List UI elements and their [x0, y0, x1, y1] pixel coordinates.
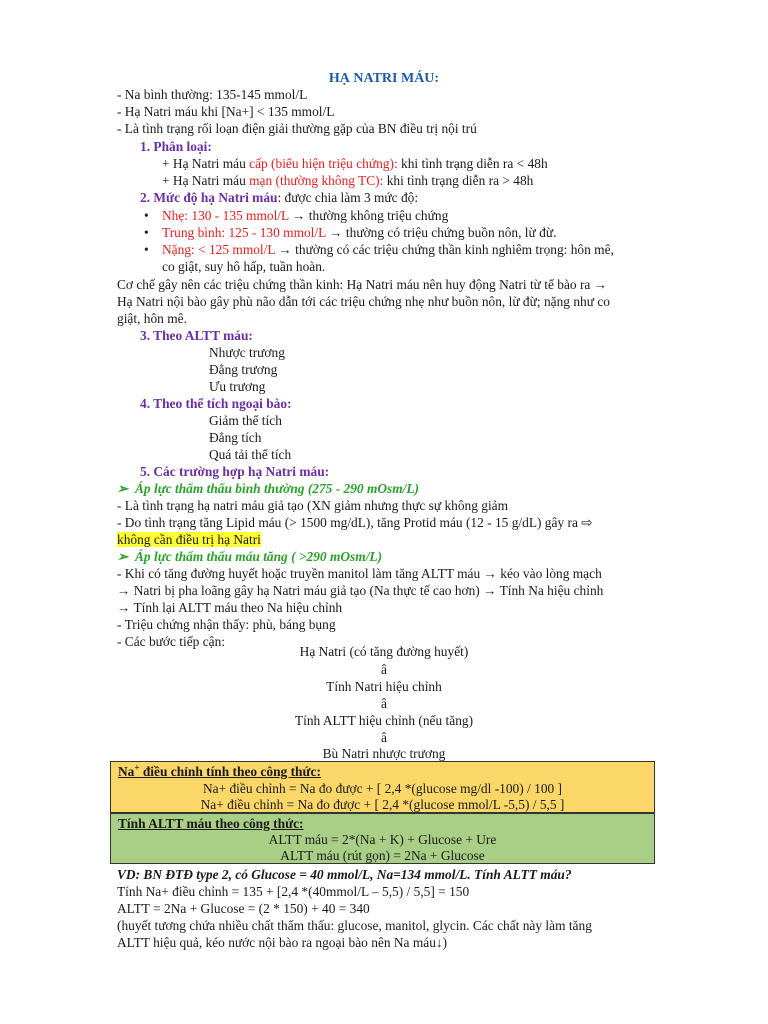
normal-line-1: - Là tình trạng hạ natri máu giả tạo (XN giảm nhưng thực sự không giảm — [117, 498, 509, 513]
flow-step-4: Bù Natri nhược trương — [322, 746, 446, 761]
flow-step-3: Tính ALTT hiệu chỉnh (nếu tăng) — [294, 713, 474, 728]
mechanism-line-3: giật, hôn mê. — [117, 311, 187, 326]
bullet-icon: • — [144, 225, 149, 240]
normal-osmolality-heading: ➢ Áp lực thẩm thấu bình thường (275 - 290 mOsm/L) — [117, 481, 420, 496]
high-osmolality-heading: ➢ Áp lực thẩm thấu máu tăng ( >290 mOsm/L) — [117, 549, 383, 564]
high-line-1: - Khi có tăng đường huyết hoặc truyền manitol làm tăng ALTT máu → kéo vào lòng mạch — [117, 566, 602, 581]
severe-item: • Nặng: < 125 mmol/L → thường có các triệu chứng thần kinh nghiêm trọng: hôn mê, — [144, 242, 614, 257]
example-calc-1: Tính Na+ điều chỉnh = 135 + [2,4 *(40mmol/L – 5,5) / 5,5] = 150 — [117, 884, 470, 899]
flow-arrow-icon: â — [381, 662, 387, 677]
section-4-heading: 4. Theo thể tích ngoại bào: — [140, 396, 292, 411]
high-line-2: → Natri bị pha loãng gây hạ Natri máu giả tạo (Na thực tế cao hơn) → Tính Na hiệu chỉnh — [117, 583, 604, 598]
example-calc-2: ALTT = 2Na + Glucose = (2 * 150) + 40 = 340 — [117, 901, 370, 916]
sec4-item-2: Đẳng tích — [209, 430, 262, 445]
flow-step-1: Hạ Natri (có tăng đường huyết) — [299, 644, 469, 659]
high-line-5: - Các bước tiếp cận: — [117, 634, 226, 649]
arrow-bullet-icon: ➢ — [117, 481, 129, 496]
section-5-heading: 5. Các trường hợp hạ Natri máu: — [140, 464, 330, 479]
flow-arrow-icon: â — [381, 696, 387, 711]
altt-formula-box — [110, 813, 655, 864]
mechanism-line-1: Cơ chế gây nên các triệu chứng thần kinh: Hạ Natri máu nên huy động Natri từ tế bào ra → — [117, 277, 608, 292]
example-note-2: ALTT hiệu quả, kéo nước nội bào ra ngoại bào nên Na máu↓) — [117, 935, 448, 950]
na-correction-formula-box — [110, 761, 655, 813]
altt-formula-full: ALTT máu = 2*(Na + K) + Glucose + Ure — [268, 832, 497, 847]
chronic-label: mạn (thường không TC): — [249, 173, 384, 188]
sec3-item-3: Ưu trương — [209, 379, 266, 394]
intro-line-2: - Hạ Natri máu khi [Na+] < 135 mmol/L — [117, 104, 335, 119]
acute-label: cấp (biểu hiện triệu chứng): — [249, 156, 398, 171]
sec4-item-3: Quá tải thể tích — [209, 447, 292, 462]
high-line-4: - Triệu chứng nhận thấy: phù, báng bụng — [117, 617, 336, 632]
chronic-line: + Hạ Natri máu mạn (thường không TC): khi tình trạng diễn ra > 48h — [162, 173, 534, 188]
example-note-1: (huyết tương chứa nhiều chất thẩm thấu: glucose, manitol, glycin. Các chất này làm tăng — [117, 918, 592, 933]
bullet-icon: • — [144, 242, 149, 257]
severe-item-cont: co giật, suy hô hấp, tuần hoàn. — [162, 259, 326, 274]
arrow-bullet-icon: ➢ — [117, 549, 129, 564]
mechanism-line-2: Hạ Natri nội bào gây phù não dẫn tới các triệu chứng nhẹ như buồn nôn, lừ đừ; nặng như co — [117, 294, 610, 309]
section-1-heading: 1. Phân loại: — [140, 139, 212, 154]
acute-line: + Hạ Natri máu cấp (biểu hiện triệu chứng): khi tình trạng diễn ra < 48h — [162, 156, 548, 171]
altt-formula-short: ALTT máu (rút gọn) = 2Na + Glucose — [280, 848, 485, 863]
na-formula-mgdl: Na+ điều chỉnh = Na đo được + [ 2,4 *(glucose mg/dl -100) / 100 ] — [202, 781, 563, 796]
moderate-item: • Trung bình: 125 - 130 mmol/L → thường có triệu chứng buồn nôn, lừ đừ. — [144, 225, 557, 240]
mild-item: • Nhẹ: 130 - 135 mmol/L → thường không triệu chứng — [144, 208, 449, 223]
bullet-icon: • — [144, 208, 149, 223]
page-title: HẠ NATRI MÁU: — [328, 71, 440, 86]
section-2-heading: 2. Mức độ hạ Natri máu: được chia làm 3 mức độ: — [140, 190, 419, 205]
intro-line-1: - Na bình thường: 135-145 mmol/L — [117, 87, 308, 102]
sec3-item-2: Đẳng trương — [209, 362, 278, 377]
altt-formula-heading: Tính ALTT máu theo công thức: — [118, 816, 304, 831]
intro-line-3: - Là tình trạng rối loạn điện giải thường gặp của BN điều trị nội trú — [117, 121, 477, 136]
normal-line-3 — [117, 531, 261, 548]
flow-step-2: Tính Natri hiệu chỉnh — [326, 679, 442, 694]
section-3-heading: 3. Theo ALTT máu: — [140, 328, 253, 343]
example-question: VD: BN ĐTĐ type 2, có Glucose = 40 mmol/L, Na=134 mmol/L. Tính ALTT máu? — [117, 867, 572, 882]
high-line-3: → Tính lại ALTT máu theo Na hiệu chỉnh — [117, 600, 343, 615]
highlight-no-treatment: không cần điều trị hạ Natri — [117, 532, 261, 547]
sec3-item-1: Nhược trương — [209, 345, 285, 360]
sec4-item-1: Giảm thể tích — [209, 413, 282, 428]
flow-arrow-icon: â — [381, 730, 387, 745]
na-formula-mmol: Na+ điều chỉnh = Na đo được + [ 2,4 *(glucose mmol/L -5,5) / 5,5 ] — [200, 797, 565, 812]
normal-line-2: - Do tình trạng tăng Lipid máu (> 1500 mg/dL), tăng Protid máu (12 - 15 g/dL) gây ra ⇨ — [117, 515, 593, 530]
na-formula-heading: Na+ điều chỉnh tính theo công thức: — [118, 762, 321, 779]
